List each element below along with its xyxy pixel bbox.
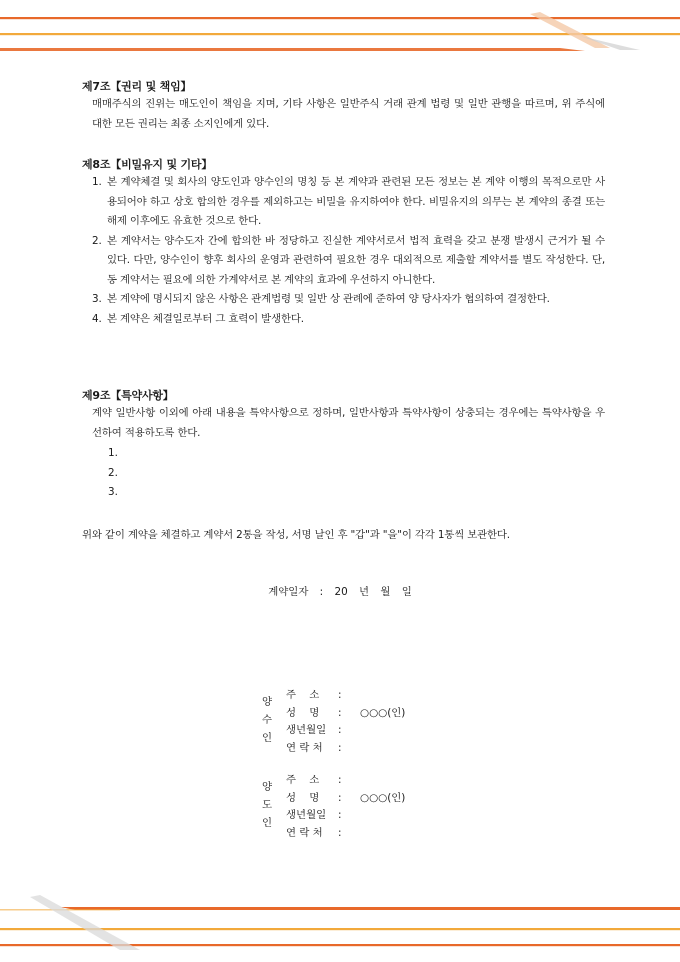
list-item: 1. 본 계약체결 및 회사의 양도인과 양수인의 명칭 등 본 계약과 관련된 모든 정보는 본 계약 이행의 목적으로만 사용되어야 하고 상호 합의한 경우를 제외하고는 비밀을 유지하여야 한다. 비밀유지의 의무는 본 계약의 종결 또는 해제 이후에도 유효한 것으로 한다. xyxy=(92,176,605,227)
footer-decoration xyxy=(0,895,680,962)
article-7-body: 매매주식의 진위는 매도인이 책임을 지며, 기타 사항은 일반주식 거래 관계 법령 및 일반 관행을 따르며, 위 주식에 대한 모든 권리는 최종 소지인에게 있다. xyxy=(92,98,605,130)
closing-statement: 위와 같이 계약을 체결하고 계약서 2통을 작성, 서명 날인 후 "갑"과 "을"이 각각 1통씩 보관한다. xyxy=(82,529,510,541)
transferor-name-row: 성 명 : ○○○(인) xyxy=(286,790,405,808)
contract-date-year: 년 xyxy=(359,586,370,598)
transferee-contact-row: 연 락 처 : xyxy=(286,741,342,754)
special-terms-list xyxy=(108,444,118,503)
list-item: 2. 본 계약서는 양수도자 간에 합의한 바 정당하고 진실한 계약서로서 법적 효력을 갖고 분쟁 발생시 근거가 될 수 있다. 다만, 양수인이 향후 회사의 운영과 관련하여 필요한 경우 대외적으로 제출할 계약서를 별도 작성한다. 단, 동 계약서는 필요에 의한 가계약서로 본 계약의 효과에 우선하지 아니한다. xyxy=(92,234,605,286)
article-9-title: 제9조【특약사항】 xyxy=(82,389,174,402)
transferee-address-row: 주 소 : xyxy=(286,689,342,701)
transferee-role-label: 양 수 인 xyxy=(261,696,273,744)
contract-date xyxy=(0,583,680,598)
transferor-name-value: ○○○(인) xyxy=(360,791,406,804)
contract-date-day: 일 xyxy=(401,586,412,598)
transferor-role-label: 양 도 인 xyxy=(261,781,273,829)
list-item: 3. 본 계약에 명시되지 않은 사항은 관계법령 및 일반 상 관례에 준하여 양 당사자가 협의하여 결정한다. xyxy=(92,293,550,305)
transferor-contact-row: 연 락 처 : xyxy=(286,826,342,839)
list-item: 4. 본 계약은 체결일로부터 그 효력이 발생한다. xyxy=(92,312,304,325)
list-item: 1. xyxy=(108,447,118,459)
transferor-birthdate-row: 생년월일 : xyxy=(286,809,342,821)
article-8-list xyxy=(92,173,605,329)
transferee-name-value: ○○○(인) xyxy=(360,706,406,719)
transferee-name-row: 성 명 : ○○○(인) xyxy=(286,705,405,723)
transferor-address-row: 주 소 : xyxy=(286,774,342,786)
list-item: 3. xyxy=(108,486,118,498)
list-item: 2. xyxy=(108,466,118,479)
transferee-birthdate-row: 생년월일 : xyxy=(286,724,342,736)
contract-date-label: 계약일자 : 20 xyxy=(268,586,348,598)
article-9-body: 계약 일반사항 이외에 아래 내용을 특약사항으로 정하며, 일반사항과 특약사항이 상충되는 경우에는 특약사항을 우선하여 적용하도록 한다. xyxy=(92,407,605,439)
article-7-title: 제7조【권리 및 책임】 xyxy=(82,80,192,93)
contract-date-month: 월 xyxy=(380,586,391,598)
article-8-title: 제8조【비밀유지 및 기타】 xyxy=(82,158,213,171)
